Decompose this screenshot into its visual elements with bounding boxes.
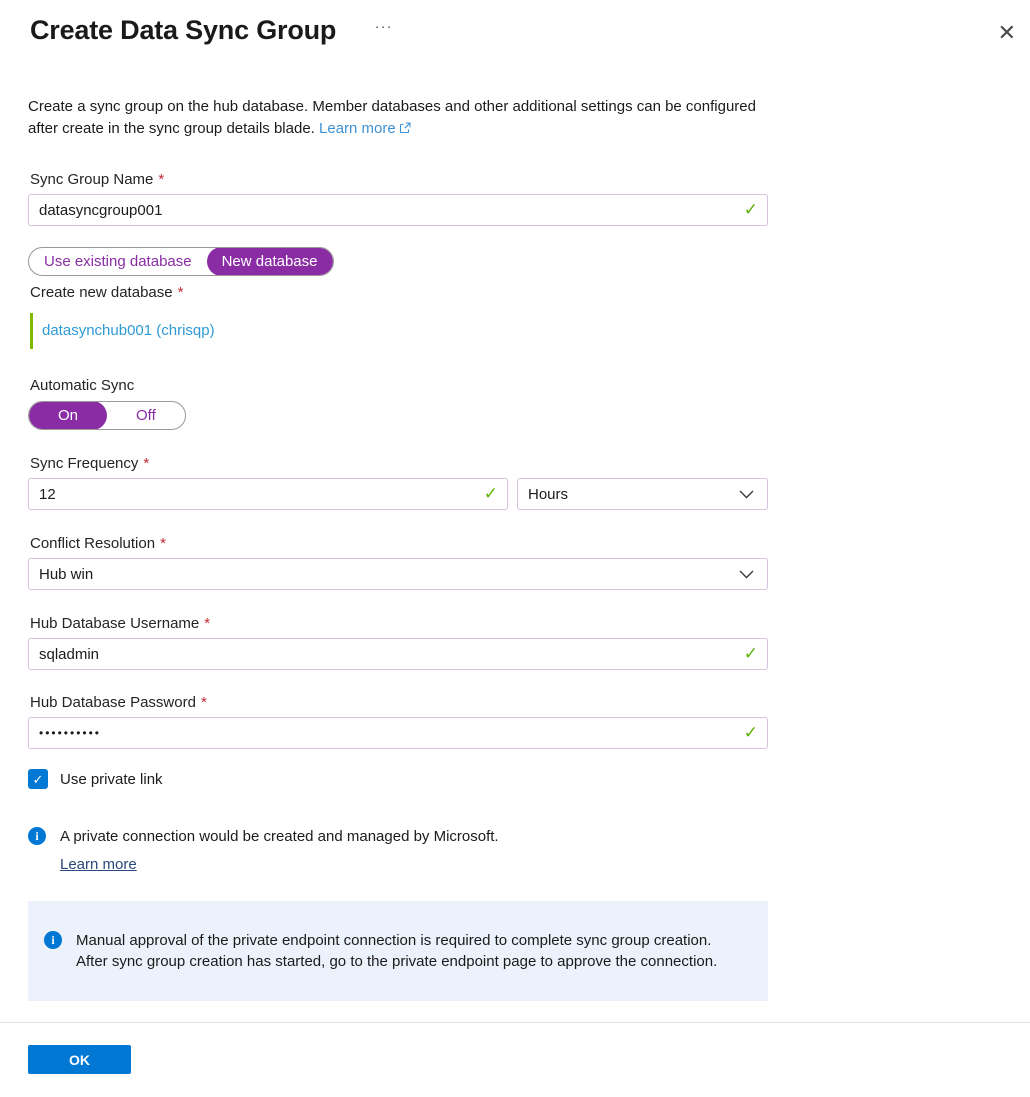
required-asterisk: * — [143, 455, 150, 472]
ellipsis-icon: ··· — [374, 18, 393, 35]
conflict-resolution-group — [28, 535, 1030, 590]
field-label: Automatic Sync — [30, 377, 135, 394]
use-private-link-label: Use private link — [60, 770, 163, 788]
valid-check-icon: ✓ — [743, 723, 758, 742]
field-label: Create new database — [30, 284, 173, 301]
sync-group-name-label — [30, 171, 1030, 188]
note-learn-more-link[interactable]: Learn more — [60, 856, 137, 873]
blade-header — [0, 0, 1030, 46]
chevron-down-icon — [739, 486, 754, 503]
field-label: Hub Database Password — [30, 694, 196, 711]
sync-frequency-label — [30, 455, 1030, 472]
field-label: Sync Group Name — [30, 171, 154, 188]
page-title: Create Data Sync Group — [30, 15, 337, 45]
more-options-button[interactable] — [375, 18, 393, 35]
intro-text — [28, 96, 770, 141]
field-label: Hub Database Username — [30, 615, 200, 632]
close-button[interactable] — [994, 18, 1020, 48]
valid-check-icon: ✓ — [743, 644, 758, 663]
automatic-sync-on-option[interactable]: On — [29, 401, 107, 430]
intro-learn-more-link[interactable]: Learn more — [319, 120, 396, 137]
private-link-note-body — [60, 827, 499, 875]
required-asterisk: * — [177, 284, 184, 301]
sync-frequency-input[interactable] — [28, 478, 508, 510]
info-icon: i — [44, 931, 62, 949]
hub-database-password-input[interactable] — [28, 717, 768, 749]
sync-group-name-input[interactable] — [28, 194, 768, 226]
new-database-link[interactable]: datasynchub001 (chrisqp) — [42, 322, 215, 339]
sync-frequency-unit-select[interactable] — [517, 478, 768, 510]
selected-unit: Hours — [528, 485, 569, 503]
info-icon: i — [28, 827, 46, 845]
use-private-link-checkbox[interactable] — [28, 769, 48, 789]
sync-frequency-group — [28, 455, 1030, 510]
manual-approval-banner-text: Manual approval of the private endpoint connection is required to complete sync group creation. After sync group creation has started, go to the private endpoint page to approve the connection. — [76, 932, 718, 970]
hub-database-username-group — [28, 615, 1030, 670]
valid-check-icon: ✓ — [483, 484, 498, 503]
blade-content — [0, 96, 1030, 1001]
required-asterisk: * — [200, 694, 207, 711]
private-link-note-text: A private connection would be created and managed by Microsoft. — [60, 828, 499, 845]
hub-database-password-field — [28, 717, 768, 749]
conflict-resolution-select[interactable] — [28, 558, 768, 590]
use-existing-database-option[interactable]: Use existing database — [29, 247, 207, 276]
required-asterisk: * — [204, 615, 211, 632]
ok-button[interactable]: OK — [28, 1045, 131, 1074]
valid-check-icon: ✓ — [743, 200, 758, 219]
blade-footer — [0, 1022, 1030, 1097]
private-link-note — [28, 827, 768, 875]
use-private-link-row — [28, 769, 1030, 789]
sync-frequency-row — [28, 478, 1030, 510]
sync-frequency-field — [28, 478, 508, 510]
automatic-sync-off-option[interactable]: Off — [107, 401, 185, 430]
close-icon: ✕ — [997, 20, 1016, 45]
hub-database-username-label — [30, 615, 1030, 632]
hub-database-username-input[interactable] — [28, 638, 768, 670]
automatic-sync-label — [30, 377, 1030, 394]
external-link-icon — [399, 119, 411, 141]
create-new-database-label — [30, 284, 1030, 301]
required-asterisk: * — [160, 535, 166, 552]
required-asterisk: * — [158, 171, 165, 188]
field-label: Sync Frequency — [30, 455, 139, 472]
new-database-option[interactable]: New database — [207, 247, 333, 276]
checkbox-check-icon: ✓ — [32, 771, 44, 787]
hub-database-password-label — [30, 694, 1030, 711]
sync-group-name-group — [28, 171, 1030, 226]
field-label: Conflict Resolution — [30, 535, 156, 552]
create-new-database-group — [28, 284, 1030, 349]
hub-database-password-group — [28, 694, 1030, 749]
manual-approval-banner — [28, 901, 768, 1001]
sync-group-name-field — [28, 194, 768, 226]
selected-database-indicator — [30, 313, 1030, 349]
database-mode-toggle — [28, 247, 334, 276]
hub-database-username-field — [28, 638, 768, 670]
chevron-down-icon — [739, 566, 754, 583]
conflict-resolution-label — [30, 535, 1030, 552]
intro-description: Create a sync group on the hub database. Member databases and other additional settings can be configured after create in the sync group details blade. — [28, 98, 756, 137]
selected-conflict-resolution: Hub win — [39, 565, 94, 583]
automatic-sync-toggle — [28, 401, 186, 430]
automatic-sync-group — [28, 377, 1030, 430]
